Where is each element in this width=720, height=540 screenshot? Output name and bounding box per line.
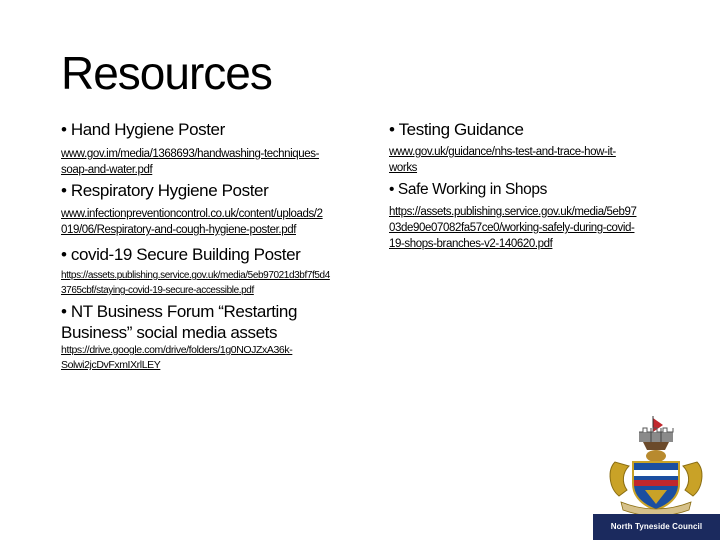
respiratory-hygiene-heading: • Respiratory Hygiene Poster (61, 181, 269, 200)
secure-building-link[interactable]: https://assets.publishing.service.gov.uk/media/5eb97021d3bf7f5d4 3765cbf/staying-covid-19-secure-accessible.pdf (61, 270, 330, 296)
hand-hygiene-link[interactable]: www.gov.im/media/1368693/handwashing-techniques- soap-and-water.pdf (61, 148, 320, 176)
business-forum-heading: • NT Business Forum “Restarting Business” social media assets (61, 302, 298, 342)
page-title: Resources (61, 47, 272, 99)
business-forum-link[interactable]: https://drive.google.com/drive/folders/1g0NOJZxA36k- Solwi2jcDvFxmIXrlLEY (61, 344, 293, 371)
safe-working-shops-heading: • Safe Working in Shops (389, 181, 547, 198)
secure-building-heading: • covid-19 Secure Building Poster (61, 245, 301, 264)
testing-guidance-heading: • Testing Guidance (389, 120, 524, 139)
council-logo (593, 410, 720, 540)
coat-of-arms-icon (593, 410, 720, 514)
council-logo-caption: North Tyneside Council (593, 514, 720, 540)
respiratory-hygiene-link[interactable]: www.infectionpreventioncontrol.co.uk/content/uploads/2 019/06/Respiratory-and-cough-hygiene-poster.pdf (61, 208, 323, 236)
safe-working-shops-link[interactable]: https://assets.publishing.service.gov.uk/media/5eb97 03de90e07082fa57ce0/working-safely-during-covid- 19-shops-branches-v2-140620.pdf (389, 206, 637, 250)
hand-hygiene-heading: • Hand Hygiene Poster (61, 120, 225, 139)
testing-guidance-link[interactable]: www.gov.uk/guidance/nhs-test-and-trace-how-it- works (389, 146, 616, 174)
